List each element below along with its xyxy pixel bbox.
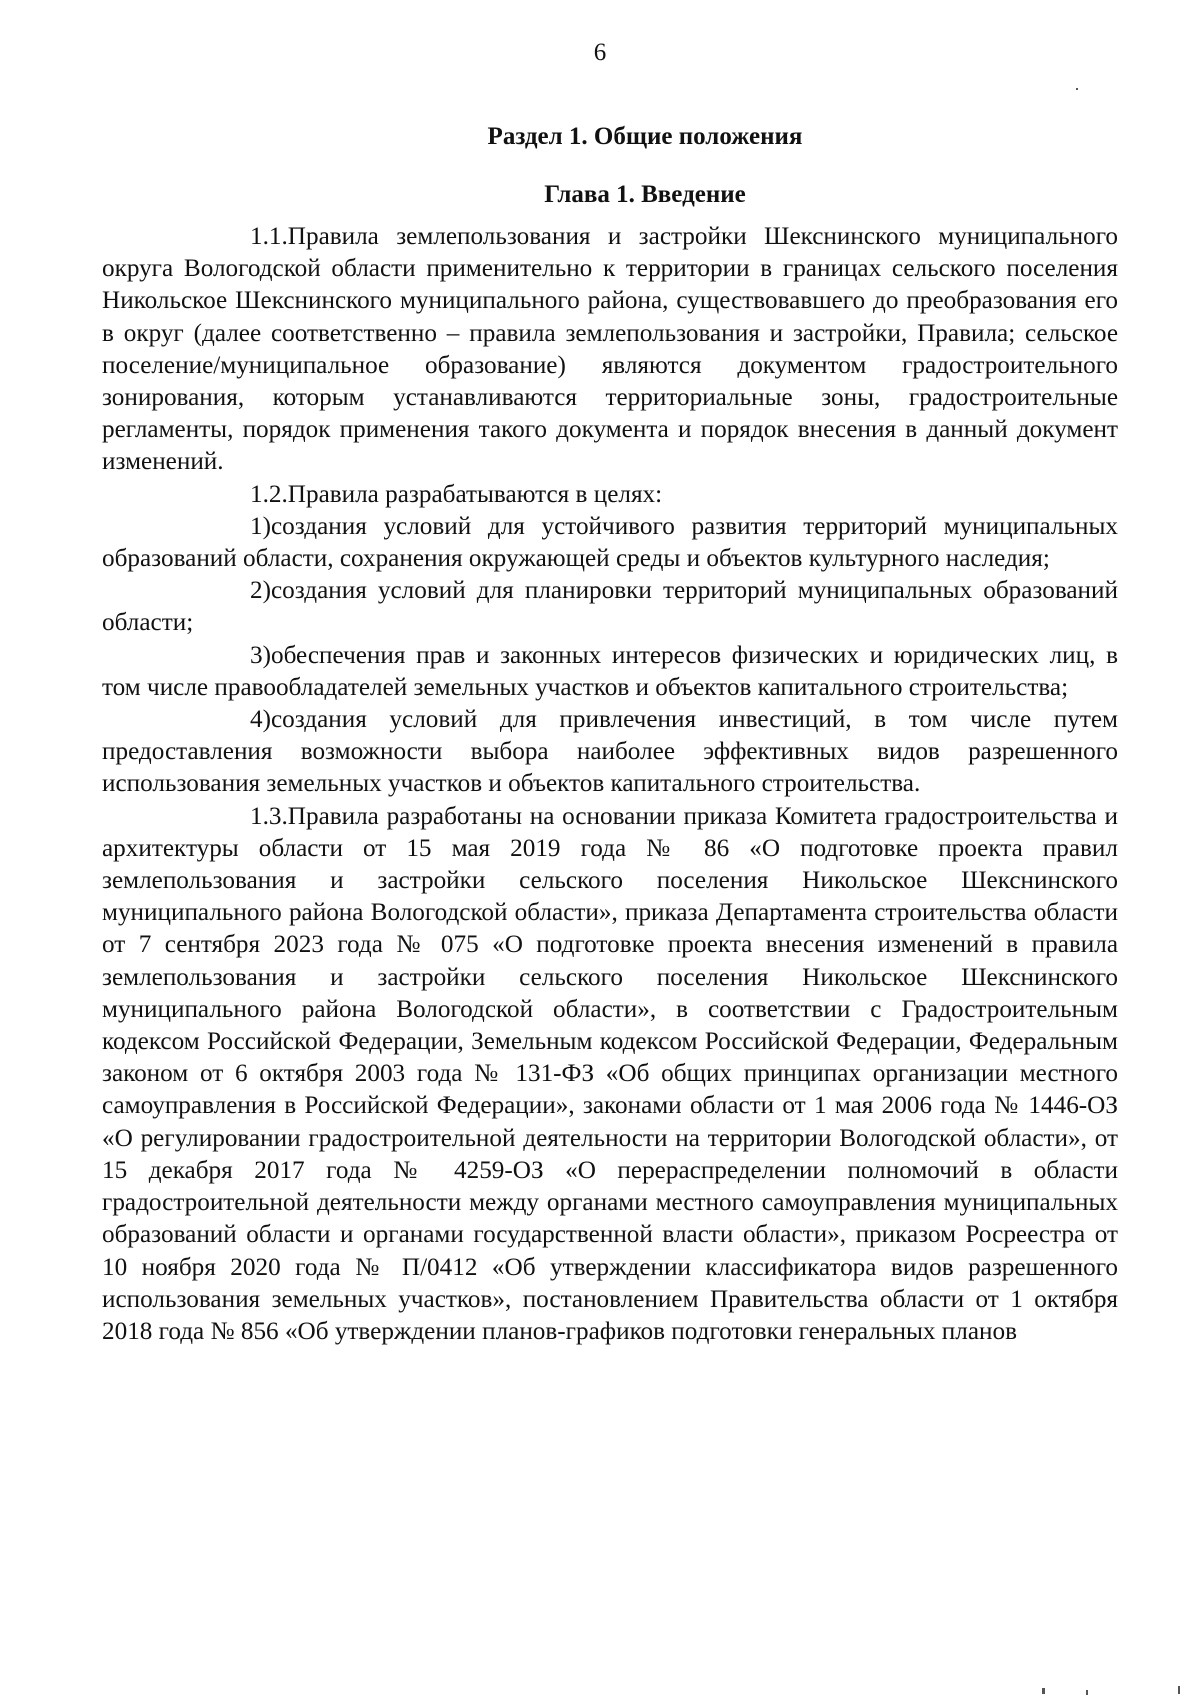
list-item-text: создания условий для планировки территорий муниципальных образований области; [102,577,1118,637]
list-item-number: 1) [250,512,271,540]
paragraph-1-1 [102,221,1118,479]
list-item-number: 2) [250,577,271,605]
paragraph-1-3 [102,801,1118,1348]
scan-speck [1042,1688,1045,1694]
paragraph-number: 1.2. [250,480,288,508]
paragraph-number: 1.1. [250,223,288,250]
list-item-text: создания условий для устойчивого развития территорий муниципальных образований области, сохранения окружающей среды и объектов культурного наследия; [102,512,1118,573]
paragraph-text: Правила разработаны на основании приказа Комитета градостроительства и архитектуры области от 15 мая 2019 года № 86 «О подготовке проекта правил землепользования и застройки сельского поселения Никольское Шекснинского муниципального района Вологодской области», приказа Департамента строительства области от 7 сентября 2023 года № 075 «О подготовке проекта внесения изменений в правила землепользования и застройки сельского поселения Никольское Шекснинского муниципального района Вологодской области», в соответствии с Градостроительным кодексом Российской Федерации, Земельным кодексом Российской Федерации, Федеральным законом от 6 октября 2003 года № 131-ФЗ «Об общих принципах организации местного самоуправления в Российской Федерации», законами области от 1 мая 2006 года № 1446-ОЗ «О регулировании градостроительной деятельности на территории Вологодской области», от 15 декабря 2017 года № 4259-ОЗ «О перераспределении полномочий в области градостроительной деятельности между органами местного самоуправления муниципальных образований области и органами государственной власти области», приказом Росреестра от 10 ноября 2020 года № П/0412 «Об утверждении классификатора видов разрешенного использования земельных участков», постановлением Правительства области от 1 октября 2018 года № 856 «Об утверждении планов-графиков подготовки генеральных планов [102,802,1118,1345]
page-number: 6 [593,39,607,66]
list-item-text: обеспечения прав и законных интересов физических и юридических лиц, в том числе правообладателей земельных участков и объектов капитального строительства; [102,641,1118,701]
paragraph-text: Правила землепользования и застройки Шекснинского муниципального округа Вологодской области применительно к территории в границах сельского поселения Никольское Шекснинского муниципального района, существовавшего до преобразования его в округ (далее соответственно – правила землепользования и застройки, Правила; сельское поселение/муниципальное образование) являются документом градостроительного зонирования, которым устанавливаются территориальные зоны, градостроительные регламенты, порядок применения такого документа и порядок внесения в данный документ изменений. [102,223,1118,476]
scan-speck [1086,1690,1088,1695]
list-item-number: 3) [250,641,271,669]
list-item-1 [102,511,1118,575]
paragraph-text: Правила разрабатываются в целях: [287,480,663,508]
section-title: Раздел 1. Общие положения [487,123,803,150]
list-item-text: создания условий для привлечения инвестиций, в том числе путем предоставления возможности выбора наиболее эффективных видов разрешенного использования земельных участков и объектов капитального строительства. [102,706,1118,798]
scan-speck [1076,88,1078,90]
list-item-2 [102,575,1118,639]
chapter-title: Глава 1. Введение [544,181,746,208]
list-item-number: 4) [250,706,271,734]
list-item-3 [102,640,1118,704]
paragraph-1-2 [102,479,1118,511]
paragraph-number: 1.3. [250,802,288,830]
list-item-4 [102,704,1118,801]
document-body [102,221,1118,1348]
scan-speck [1178,1686,1180,1694]
